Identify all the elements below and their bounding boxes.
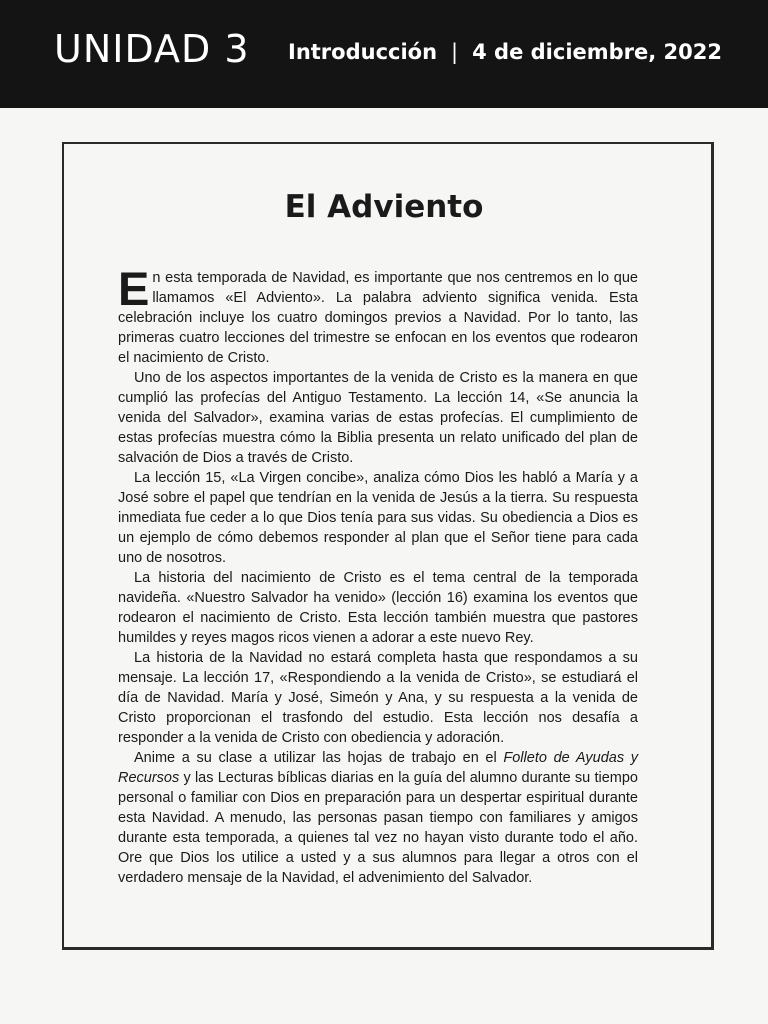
page-header [0,0,768,108]
paragraph-6 [118,748,638,888]
header-date: 4 de diciembre, 2022 [472,40,723,64]
paragraph-3: La lección 15, «La Virgen concibe», analiza cómo Dios les habló a María y a José sobre el papel que tendrían en la venida de Jesús a la tierra. Su respuesta inmediata fue ceder a lo que Dios tenía para sus vidas. Su obediencia a Dios es un ejemplo de cómo debemos responder al plan que el Señor tiene para cada uno de nosotros. [118,470,638,566]
paragraph-6-end: y las Lecturas bíblicas diarias en la guía del alumno durante su tiempo personal o familiar con Dios en preparación para un despertar espiritual durante esta Navidad. A menudo, las personas pasan tiempo con familiares y amigos durante esta temporada, a quienes tal vez no hayan visto durante todo el año. Ore que Dios los utilice a usted y a sus alumnos para llegar a otros con el verdadero mensaje de la Navidad, el advenimiento del Salvador. [118,770,638,886]
paragraph-4: La historia del nacimiento de Cristo es el tema central de la temporada navideña. «Nuestro Salvador ha venido» (lección 16) examina los eventos que rodearon el nacimiento de Cristo. Esta lección también muestra que pastores humildes y reyes magos ricos vienen a adorar a este nuevo Rey. [118,570,638,646]
paragraph-6-start: Anime a su clase a utilizar las hojas de trabajo en el [134,750,504,766]
header-separator: | [451,40,459,64]
paragraph-5: La historia de la Navidad no estará completa hasta que respondamos a su mensaje. La lección 17, «Respondiendo a la venida de Cristo», se estudiará el día de Navidad. María y José, Simeón y Ana, y su respuesta a la venida de Cristo proporcionan el trasfondo del estudio. Esta lección nos desafía a responder a la venida de Cristo con obediencia y adoración. [118,650,638,746]
section-label: Introducción [288,40,438,64]
booklet-title: Folleto de Ayudas y Recursos [118,750,638,786]
paragraph-2: Uno de los aspectos importantes de la venida de Cristo es la manera en que cumplió las profecías del Antiguo Testamento. La lección 14, «Se anuncia la venida del Salvador», examina varias de estas profecías. El cumplimiento de estas profecías muestra cómo la Biblia presenta un relato unificado del plan de salvación de Dios a través de Cristo. [118,370,638,466]
paragraph-1-text: n esta temporada de Navidad, es importante que nos centremos en lo que llamamos «El Adviento». La palabra adviento significa venida. Esta celebración incluye los cuatro domingos previos a Navidad. Por lo tanto, las primeras cuatro lecciones del trimestre se enfocan en los eventos que rodearon el nacimiento de Cristo. [118,270,638,366]
paragraph-1 [118,262,638,368]
article-body [118,262,638,888]
header-info [288,42,722,63]
unit-title: UNIDAD 3 [54,27,250,71]
article-title: El Adviento [284,189,484,225]
drop-cap: E [118,262,150,315]
